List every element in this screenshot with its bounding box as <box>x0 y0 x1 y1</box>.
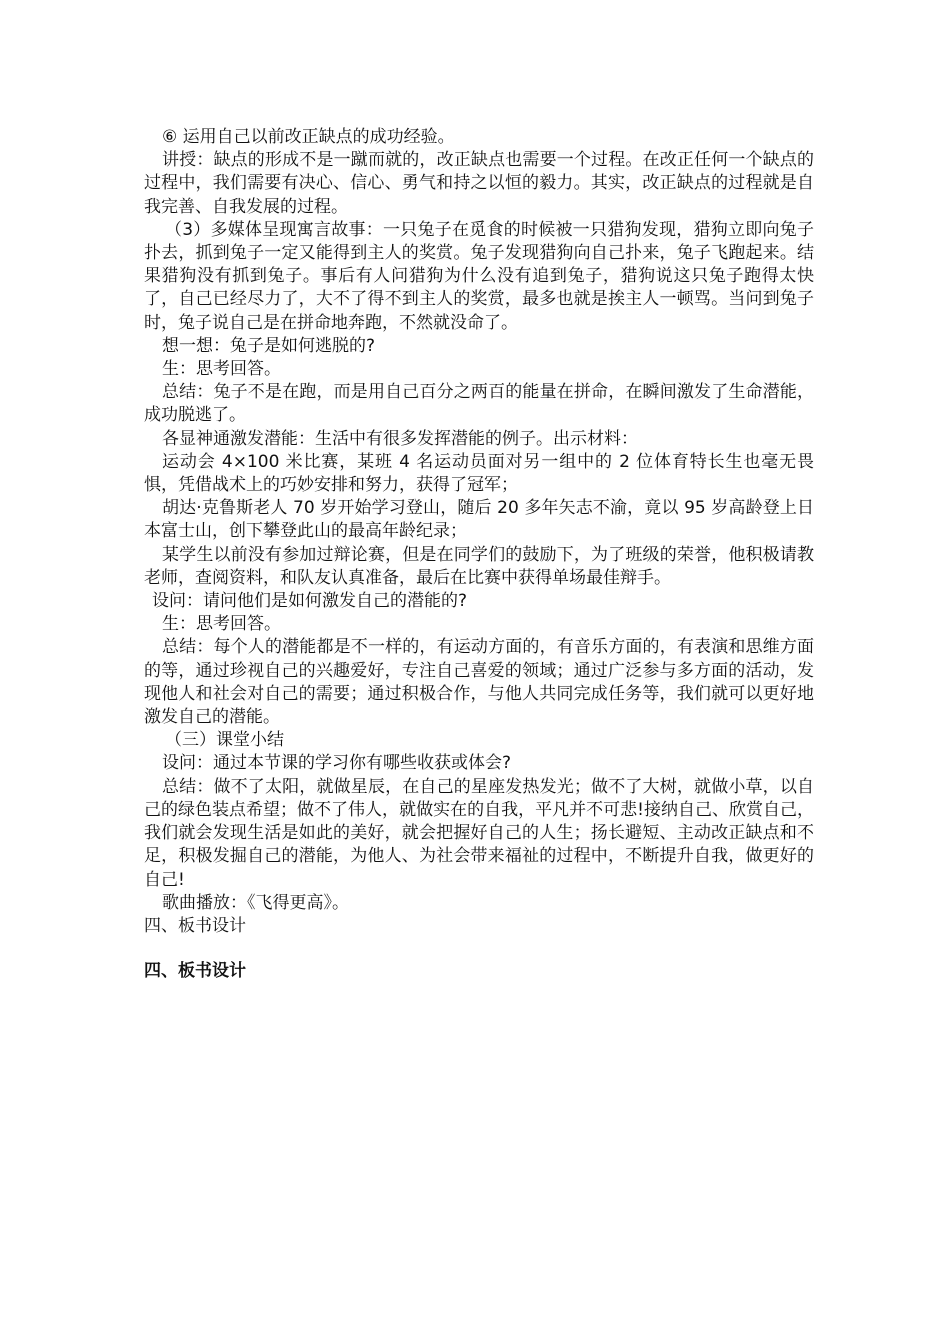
paragraph: 总结：兔子不是在跑，而是用自己百分之两百的能量在拼命，在瞬间激发了生命潜能，成功脱逃了。 <box>144 382 814 426</box>
paragraph: （三）课堂小结 <box>165 730 284 751</box>
paragraph: （3）多媒体呈现寓言故事：一只兔子在觅食的时候被一只猎狗发现，猎狗立即向兔子扑去，抓到兔子一定又能得到主人的奖赏。兔子发现猎狗向自己扑来，兔子飞跑起来。结果猎狗没有抓到兔子。事后有人问猎狗为什么没有追到兔子，猎狗说这只兔子跑得太快了，自己已经尽力了，大不了得不到主人的奖赏，最多也就是挨主人一顿骂。当问到兔子时，兔子说自己是在拼命地奔跑，不然就没命了。 <box>144 219 814 333</box>
paragraph: 总结：每个人的潜能都是不一样的，有运动方面的，有音乐方面的，有表演和思维方面的等，通过珍视自己的兴趣爱好，专注自己喜爱的领域；通过广泛参与多方面的活动，发现他人和社会对自己的需要；通过积极合作，与他人共同完成任务等，我们就可以更好地激发自己的潜能。 <box>144 637 814 728</box>
paragraph: 设问：请问他们是如何激发自己的潜能的? <box>152 591 468 612</box>
paragraph: 运动会 4×100 米比赛，某班 4 名运动员面对另一组中的 2 位体育特长生也毫无畏惧，凭借战术上的巧妙安排和努力，获得了冠军； <box>144 451 814 496</box>
document-body <box>144 126 814 983</box>
paragraph: 讲授：缺点的形成不是一蹴而就的，改正缺点也需要一个过程。在改正任何一个缺点的过程中，我们需要有决心、信心、勇气和持之以恒的毅力。其实，改正缺点的过程就是自我完善、自我发展的过程。 <box>144 150 814 217</box>
section-heading-plain: 四、板书设计 <box>144 915 246 936</box>
paragraph: 设问：通过本节课的学习你有哪些收获或体会? <box>162 753 512 774</box>
paragraph: ⑥ 运用自己以前改正缺点的成功经验。 <box>162 127 455 147</box>
paragraph: 生：思考回答。 <box>162 614 281 635</box>
paragraph: 想一想：兔子是如何逃脱的? <box>162 335 376 356</box>
section-heading-bold: 四、板书设计 <box>144 961 246 982</box>
paragraph: 胡达·克鲁斯老人 70 岁开始学习登山，随后 20 多年矢志不渝，竟以 95 岁高龄登上日本富士山，创下攀登此山的最高年龄纪录； <box>144 498 814 542</box>
paragraph: 总结：做不了太阳，就做星辰，在自己的星座发热发光；做不了大树，就做小草，以自己的绿色装点希望；做不了伟人，就做实在的自我，平凡并不可悲!接纳自己、欣赏自己，我们就会发现生活是如此的美好，就会把握好自己的人生；扬长避短、主动改正缺点和不足，积极发掘自己的潜能，为他人、为社会带来福祉的过程中，不断提升自我，做更好的自己! <box>144 776 814 890</box>
paragraph: 某学生以前没有参加过辩论赛，但是在同学们的鼓励下，为了班级的荣誉，他积极请教老师，查阅资料，和队友认真准备，最后在比赛中获得单场最佳辩手。 <box>144 544 814 588</box>
paragraph: 各显神通激发潜能：生活中有很多发挥潜能的例子。出示材料： <box>162 428 638 449</box>
paragraph: 生：思考回答。 <box>162 359 281 380</box>
paragraph: 歌曲播放：《飞得更高》。 <box>162 892 349 913</box>
